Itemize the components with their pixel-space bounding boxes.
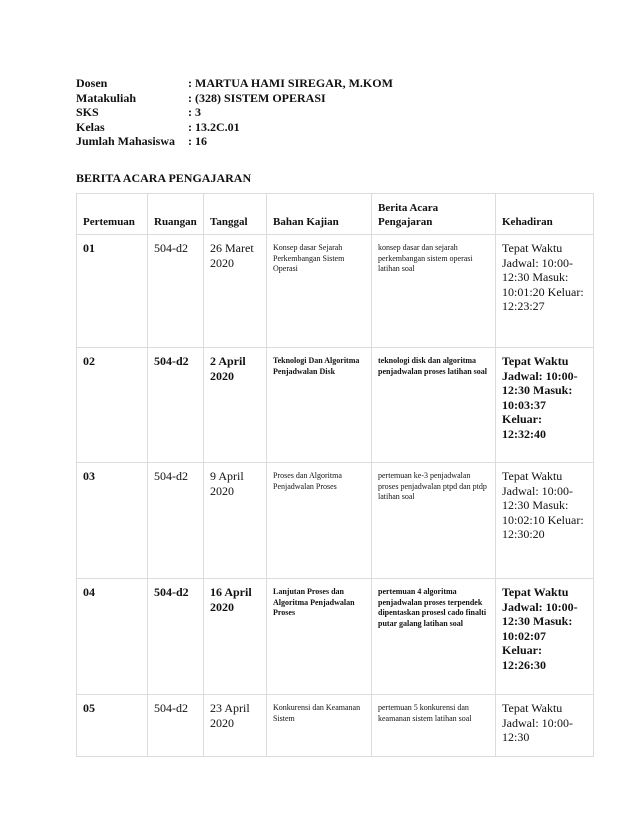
cell-tanggal: 23 April 2020 [204, 695, 267, 757]
header-ruangan: Ruangan [148, 194, 204, 235]
cell-kehadiran: Tepat Waktu Jadwal: 10:00-12:30 Masuk: 10:02:10 Keluar: 12:30:20 [496, 463, 594, 579]
cell-kehadiran: Tepat Waktu Jadwal: 10:00-12:30 Masuk: 10:03:37 Keluar: 12:32:40 [496, 348, 594, 463]
info-label: SKS [76, 105, 99, 119]
table-row [77, 579, 594, 695]
info-value: : 13.2C.01 [188, 119, 240, 134]
cell-tanggal: 16 April 2020 [204, 579, 267, 695]
header-kehadiran: Kehadiran [496, 194, 594, 235]
cell-bahan-kajian: Konsep dasar Sejarah Perkembangan Sistem Operasi [267, 235, 372, 348]
header-pertemuan: Pertemuan [77, 194, 148, 235]
cell-ruangan: 504-d2 [148, 695, 204, 757]
info-row-sks [76, 105, 393, 120]
info-row-matakuliah [76, 91, 393, 106]
cell-tanggal: 2 April 2020 [204, 348, 267, 463]
cell-pertemuan: 02 [77, 348, 148, 463]
section-title: BERITA ACARA PENGAJARAN [76, 171, 252, 185]
cell-kehadiran: Tepat Waktu Jadwal: 10:00-12:30 [496, 695, 594, 757]
info-value: : 3 [188, 105, 201, 119]
cell-pertemuan: 05 [77, 695, 148, 757]
teaching-table [76, 193, 594, 757]
cell-berita-acara: pertemuan 4 algoritma penjadwalan proses terpendek dipentaskan prosesl cado finalti putar galang latihan soal [372, 579, 496, 695]
info-row-kelas [76, 120, 393, 135]
cell-kehadiran: Tepat Waktu Jadwal: 10:00-12:30 Masuk: 10:01:20 Keluar: 12:23:27 [496, 235, 594, 348]
cell-ruangan: 504-d2 [148, 579, 204, 695]
table-row [77, 235, 594, 348]
cell-ruangan: 504-d2 [148, 463, 204, 579]
info-label: Kelas [76, 119, 105, 134]
cell-berita-acara: teknologi disk dan algoritma penjadwalan proses latihan soal [372, 348, 496, 463]
info-label: Jumlah Mahasiswa [76, 134, 176, 148]
table-header-row [77, 194, 594, 235]
cell-pertemuan: 01 [77, 235, 148, 348]
info-row-jumlah [76, 134, 393, 149]
cell-kehadiran: Tepat Waktu Jadwal: 10:00-12:30 Masuk: 10:02:07 Keluar: 12:26:30 [496, 579, 594, 695]
info-value: : MARTUA HAMI SIREGAR, M.KOM [188, 76, 393, 90]
cell-pertemuan: 03 [77, 463, 148, 579]
cell-bahan-kajian: Teknologi Dan Algoritma Penjadwalan Disk [267, 348, 372, 463]
cell-tanggal: 9 April 2020 [204, 463, 267, 579]
cell-pertemuan: 04 [77, 579, 148, 695]
table-row [77, 695, 594, 757]
cell-tanggal: 26 Maret 2020 [204, 235, 267, 348]
cell-ruangan: 504-d2 [148, 235, 204, 348]
table-row [77, 463, 594, 579]
info-label: Dosen [76, 76, 108, 90]
cell-berita-acara: konsep dasar dan sejarah perkembangan sistem operasi latihan soal [372, 235, 496, 348]
info-row-dosen [76, 76, 393, 91]
header-bahan-kajian: Bahan Kajian [267, 194, 372, 235]
info-value: : 16 [188, 134, 207, 148]
cell-berita-acara: pertemuan ke-3 penjadwalan proses penjadwalan ptpd dan ptdp latihan soal [372, 463, 496, 579]
header-tanggal: Tanggal [204, 194, 267, 235]
cell-bahan-kajian: Konkurensi dan Keamanan Sistem [267, 695, 372, 757]
info-label: Matakuliah [76, 90, 137, 105]
cell-ruangan: 504-d2 [148, 348, 204, 463]
info-value: : (328) SISTEM OPERASI [188, 90, 326, 105]
course-info [76, 76, 393, 149]
cell-berita-acara: pertemuan 5 konkurensi dan keamanan sistem latihan soal [372, 695, 496, 757]
header-berita-acara: Berita Acara Pengajaran [372, 194, 496, 235]
cell-bahan-kajian: Lanjutan Proses dan Algoritma Penjadwalan Proses [267, 579, 372, 695]
table-row [77, 348, 594, 463]
cell-bahan-kajian: Proses dan Algoritma Penjadwalan Proses [267, 463, 372, 579]
